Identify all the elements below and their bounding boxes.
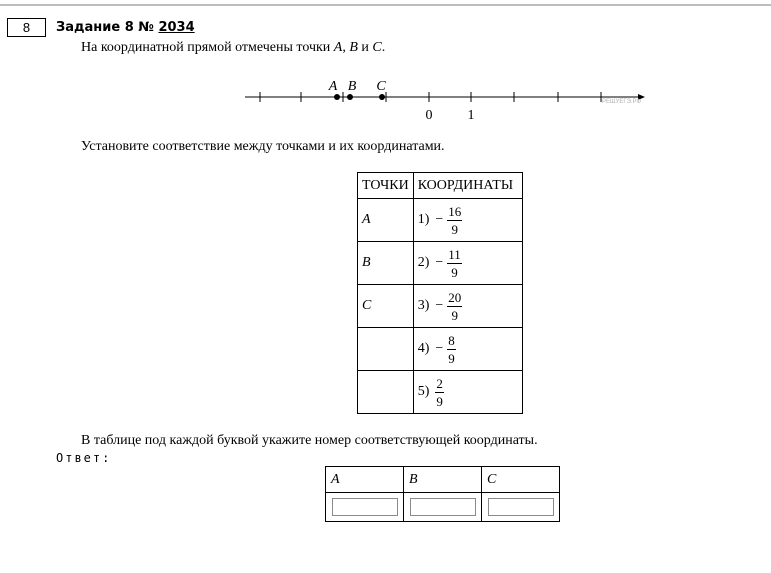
denominator: 9	[436, 393, 443, 409]
denominator: 9	[451, 307, 459, 323]
point-cell	[358, 371, 414, 414]
denominator: 9	[451, 264, 458, 280]
answer-header-a: A	[326, 467, 404, 493]
top-divider	[0, 4, 771, 6]
instruction-text: Установите соответствие между точками и их координатами.	[81, 139, 445, 154]
answer-header-c: C	[482, 467, 560, 493]
point-cell	[358, 328, 414, 371]
statement-text: На координатной прямой отмечены точки	[81, 40, 334, 55]
numerator: 20	[448, 289, 462, 305]
denominator: 9	[448, 350, 455, 366]
fraction	[435, 377, 444, 408]
answer-input-a[interactable]	[332, 498, 398, 516]
answer-table	[325, 466, 560, 522]
coordinate-cell	[413, 199, 522, 242]
coordinate-cell	[413, 285, 522, 328]
minus-sign: −	[435, 298, 444, 313]
task-title-prefix: Задание 8 №	[56, 20, 159, 35]
point-b-dot	[347, 94, 353, 100]
point-cell: A	[358, 199, 414, 242]
answer-input-c[interactable]	[488, 498, 554, 516]
task-id-link[interactable]: 2034	[158, 20, 195, 35]
point-cell: B	[358, 242, 414, 285]
statement-point-c: C	[372, 40, 382, 55]
option-number: 4)	[417, 341, 430, 356]
option-number: 3)	[417, 298, 430, 313]
fraction	[447, 248, 462, 279]
answer-input-row	[326, 493, 560, 522]
answer-header-b: B	[404, 467, 482, 493]
header-points: ТОЧКИ	[358, 173, 414, 199]
matching-table	[357, 172, 523, 414]
tick-label-one: 1	[467, 108, 475, 123]
task-title	[56, 20, 195, 35]
task-number: 8	[22, 20, 31, 35]
fraction	[447, 334, 456, 365]
statement-sep: ,	[342, 40, 350, 55]
coordinate-cell	[413, 328, 522, 371]
table-row	[358, 285, 523, 328]
tick-label-zero: 0	[425, 108, 433, 123]
problem-statement	[81, 40, 385, 56]
table-row	[358, 328, 523, 371]
minus-sign: −	[435, 341, 444, 356]
option-number: 1)	[417, 212, 430, 227]
task-number-box	[7, 18, 46, 37]
answer-cell-c	[482, 493, 560, 522]
statement-sep: и	[357, 40, 373, 55]
table-header-row	[358, 173, 523, 199]
answer-label: Ответ:	[56, 451, 112, 465]
table-row	[358, 242, 523, 285]
denominator: 9	[451, 221, 459, 237]
option-number: 2)	[417, 255, 430, 270]
table-row	[358, 199, 523, 242]
fraction	[447, 291, 462, 322]
numerator: 11	[448, 246, 461, 262]
header-coordinates: КООРДИНАТЫ	[413, 173, 522, 199]
fraction	[447, 205, 462, 236]
coordinate-cell	[413, 242, 522, 285]
option-number: 5)	[417, 384, 430, 399]
answer-cell-b	[404, 493, 482, 522]
statement-point-a: A	[333, 40, 343, 55]
minus-sign: −	[435, 212, 444, 227]
numerator: 8	[448, 332, 455, 348]
table-row	[358, 371, 523, 414]
point-c-label: C	[376, 79, 386, 94]
point-cell: C	[358, 285, 414, 328]
point-b-label: B	[347, 79, 357, 94]
answer-header-row	[326, 467, 560, 493]
watermark: РЕШУЕГЭ.РФ	[602, 99, 642, 105]
numerator: 2	[436, 375, 443, 391]
point-a-dot	[334, 94, 340, 100]
answer-input-b[interactable]	[410, 498, 476, 516]
statement-point-b: B	[349, 40, 358, 55]
number-line-figure	[240, 74, 660, 126]
point-a-label: A	[328, 79, 338, 94]
statement-end: .	[381, 40, 386, 55]
coordinate-cell	[413, 371, 522, 414]
numerator: 16	[448, 203, 462, 219]
answer-cell-a	[326, 493, 404, 522]
point-c-dot	[379, 94, 385, 100]
minus-sign: −	[435, 255, 444, 270]
answer-instruction: В таблице под каждой буквой укажите номер соответствующей координаты.	[81, 433, 538, 448]
